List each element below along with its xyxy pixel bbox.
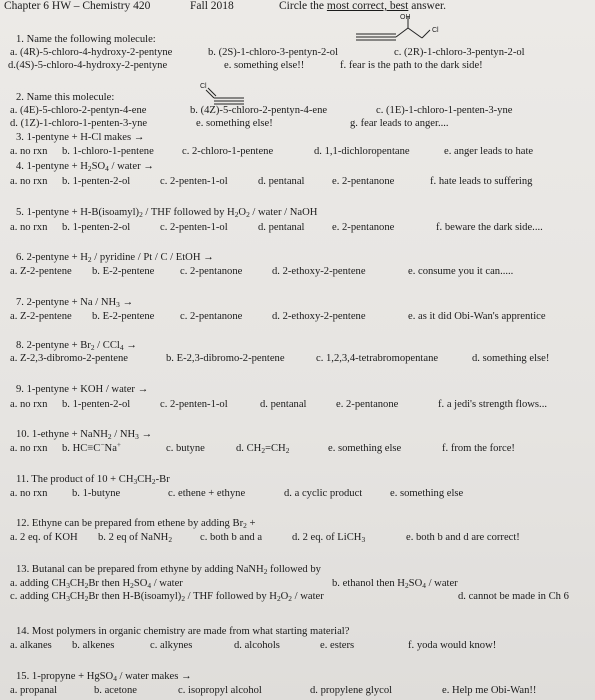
question-9-stem: 9. 1-pentyne + KOH / water →	[16, 384, 149, 395]
q8-option-a[interactable]: a. Z-2,3-dibromo-2-pentene	[10, 353, 128, 364]
q2-option-g[interactable]: g. fear leads to anger....	[350, 118, 449, 129]
q3-option-c[interactable]: c. 2-chloro-1-pentene	[182, 146, 274, 157]
q1-option-a[interactable]: a. (4R)-5-chloro-4-hydroxy-2-pentyne	[10, 47, 173, 58]
q4-option-f[interactable]: f. hate leads to suffering	[430, 176, 533, 187]
question-10-stem: 10. 1-ethyne + NaNH$_2$ / $NH_3$ →	[16, 429, 153, 441]
question-14-stem: 14. Most polymers in organic chemistry are made from what starting material?	[16, 626, 350, 637]
cl-label: Cl	[200, 83, 207, 90]
q15-option-d[interactable]: d. propylene glycol	[310, 685, 393, 696]
q4-option-b[interactable]: b. 1-penten-2-ol	[62, 176, 131, 187]
q3-option-d[interactable]: d. 1,1-dichloropentane	[314, 146, 410, 157]
q7-option-b[interactable]: b. E-2-pentene	[92, 311, 155, 322]
q3-option-e[interactable]: e. anger leads to hate	[444, 146, 534, 157]
question-13-stem: 13. Butanal can be prepared from ethyne by adding NaNH$_2$ followed by	[16, 564, 321, 576]
q14-option-f[interactable]: f. yoda would know!	[408, 640, 497, 651]
q4-option-d[interactable]: d. pentanal	[258, 176, 305, 187]
q6-option-a[interactable]: a. Z-2-pentene	[10, 266, 72, 277]
q13-option-d[interactable]: d. cannot be made in Ch 6	[458, 591, 569, 602]
question-3-stem: 3. 1-pentyne + H-Cl makes →	[16, 132, 145, 143]
q13-option-c[interactable]: c. adding $CH_3CH_2Br$ then $H-B(isoamyl)_2$ / THF followed by $H_2O_2$ / water	[10, 591, 324, 603]
q8-option-c[interactable]: c. 1,2,3,4-tetrabromopentane	[316, 353, 439, 364]
q3-option-a[interactable]: a. no rxn	[10, 146, 48, 157]
q6-option-d[interactable]: d. 2-ethoxy-2-pentene	[272, 266, 366, 277]
q11-option-a[interactable]: a. no rxn	[10, 488, 48, 499]
question-7-stem: 7. 2-pentyne + Na / $NH_3$ →	[16, 297, 134, 309]
q14-option-b[interactable]: b. alkenes	[72, 640, 115, 651]
q13-option-a[interactable]: a. adding $CH_3CH_2Br$ then $H_2SO_4$ / water	[10, 578, 183, 590]
question-1-stem: 1. Name the following molecule:	[16, 34, 156, 45]
q4-option-c[interactable]: c. 2-penten-1-ol	[160, 176, 228, 187]
q12-option-a[interactable]: a. 2 eq. of KOH	[10, 532, 78, 543]
q4-option-e[interactable]: e. 2-pentanone	[332, 176, 395, 187]
q12-option-d[interactable]: d. 2 eq. of LiCH$_3$	[292, 532, 366, 544]
q5-option-a[interactable]: a. no rxn	[10, 222, 48, 233]
q1-option-c[interactable]: c. (2R)-1-chloro-3-pentyn-2-ol	[394, 47, 525, 58]
q3-option-b[interactable]: b. 1-chloro-1-pentene	[62, 146, 154, 157]
q5-option-b[interactable]: b. 1-penten-2-ol	[62, 222, 131, 233]
cl-label: Cl	[432, 27, 439, 34]
question-8-stem: 8. 2-pentyne + $Br_2 / CCl_4$ →	[16, 340, 137, 352]
q10-option-d[interactable]: d. $CH_2=CH_2$	[236, 443, 290, 455]
q12-option-b[interactable]: b. 2 eq of NaNH$_2$	[98, 532, 173, 544]
q8-option-b[interactable]: b. E-2,3-dibromo-2-pentene	[166, 353, 285, 364]
q14-option-c[interactable]: c. alkynes	[150, 640, 193, 651]
q5-option-f[interactable]: f. beware the dark side....	[436, 222, 543, 233]
question-15-stem: 15. 1-propyne + HgSO$_4$ / water makes →	[16, 671, 192, 683]
q7-option-a[interactable]: a. Z-2-pentene	[10, 311, 72, 322]
q5-option-d[interactable]: d. pentanal	[258, 222, 305, 233]
q5-option-e[interactable]: e. 2-pentanone	[332, 222, 395, 233]
q13-option-b[interactable]: b. ethanol then $H_2SO_4$ / water	[332, 578, 458, 590]
q7-option-e[interactable]: e. as it did Obi-Wan's apprentice	[408, 311, 546, 322]
q1-option-e[interactable]: e. something else!!	[224, 60, 305, 71]
q1-option-f[interactable]: f. fear is the path to the dark side!	[340, 60, 483, 71]
question-5-stem: 5. 1-pentyne + $H-B(isoamyl)_2$ / THF followed by $H_2O_2$ / water / NaOH	[16, 207, 318, 219]
q4-option-a[interactable]: a. no rxn	[10, 176, 48, 187]
q10-option-c[interactable]: c. butyne	[166, 443, 205, 454]
q5-option-c[interactable]: c. 2-penten-1-ol	[160, 222, 228, 233]
q10-option-e[interactable]: e. something else	[328, 443, 402, 454]
q9-option-a[interactable]: a. no rxn	[10, 399, 48, 410]
instruction-text: Circle the most correct, best answer.	[279, 0, 447, 12]
q6-option-e[interactable]: e. consume you it can.....	[408, 266, 514, 277]
course-title: Chapter 6 HW – Chemistry 420	[4, 0, 151, 12]
q9-option-d[interactable]: d. pentanal	[260, 399, 307, 410]
term-label: Fall 2018	[190, 0, 234, 12]
molecule-1-structure	[356, 10, 476, 48]
q1-option-d[interactable]: d.(4S)-5-chloro-4-hydroxy-2-pentyne	[8, 60, 168, 71]
q15-option-c[interactable]: c. isopropyl alcohol	[178, 685, 262, 696]
q2-option-c[interactable]: c. (1E)-1-chloro-1-penten-3-yne	[376, 105, 513, 116]
q10-option-b[interactable]: b. HC≡C−Na+	[62, 440, 122, 454]
question-6-stem: 6. 2-pentyne + $H_2$ / pyridine / Pt / C / EtOH →	[16, 252, 214, 264]
q6-option-c[interactable]: c. 2-pentanone	[180, 266, 243, 277]
q8-option-d[interactable]: d. something else!	[472, 353, 550, 364]
q2-option-b[interactable]: b. (4Z)-5-chloro-2-pentyn-4-ene	[190, 105, 328, 116]
question-4-stem: 4. 1-pentyne + $H_2SO_4$ / water →	[16, 161, 154, 173]
q15-option-e[interactable]: e. Help me Obi-Wan!!	[442, 685, 537, 696]
oh-label: OH	[400, 14, 411, 21]
q11-option-c[interactable]: c. ethene + ethyne	[168, 488, 246, 499]
q7-option-d[interactable]: d. 2-ethoxy-2-pentene	[272, 311, 366, 322]
q11-option-d[interactable]: d. a cyclic product	[284, 488, 363, 499]
molecule-2-structure	[200, 80, 260, 106]
q15-option-b[interactable]: b. acetone	[94, 685, 137, 696]
q9-option-e[interactable]: e. 2-pentanone	[336, 399, 399, 410]
q14-option-a[interactable]: a. alkanes	[10, 640, 52, 651]
q9-option-c[interactable]: c. 2-penten-1-ol	[160, 399, 228, 410]
q11-option-b[interactable]: b. 1-butyne	[72, 488, 121, 499]
q15-option-a[interactable]: a. propanal	[10, 685, 58, 696]
q2-option-d[interactable]: d. (1Z)-1-chloro-1-penten-3-yne	[10, 118, 148, 129]
q12-option-e[interactable]: e. both b and d are correct!	[406, 532, 520, 543]
q9-option-f[interactable]: f. a jedi's strength flows...	[438, 399, 548, 410]
q2-option-a[interactable]: a. (4E)-5-chloro-2-pentyn-4-ene	[10, 105, 147, 116]
question-11-stem: 11. The product of $10 + CH_3CH_2-Br$	[16, 474, 170, 486]
q14-option-e[interactable]: e. esters	[320, 640, 355, 651]
q11-option-e[interactable]: e. something else	[390, 488, 464, 499]
q10-option-a[interactable]: a. no rxn	[10, 443, 48, 454]
q2-option-e[interactable]: e. something else!	[196, 118, 273, 129]
q7-option-c[interactable]: c. 2-pentanone	[180, 311, 243, 322]
q9-option-b[interactable]: b. 1-penten-2-ol	[62, 399, 131, 410]
q12-option-c[interactable]: c. both b and a	[200, 532, 263, 543]
question-12-stem: 12. Ethyne can be prepared from ethene by adding $Br_2$ +	[16, 518, 256, 530]
q14-option-d[interactable]: d. alcohols	[234, 640, 280, 651]
q6-option-b[interactable]: b. E-2-pentene	[92, 266, 155, 277]
question-2-stem: 2. Name this molecule:	[16, 92, 115, 103]
q10-option-f[interactable]: f. from the force!	[442, 443, 515, 454]
q1-option-b[interactable]: b. (2S)-1-chloro-3-pentyn-2-ol	[208, 47, 339, 58]
